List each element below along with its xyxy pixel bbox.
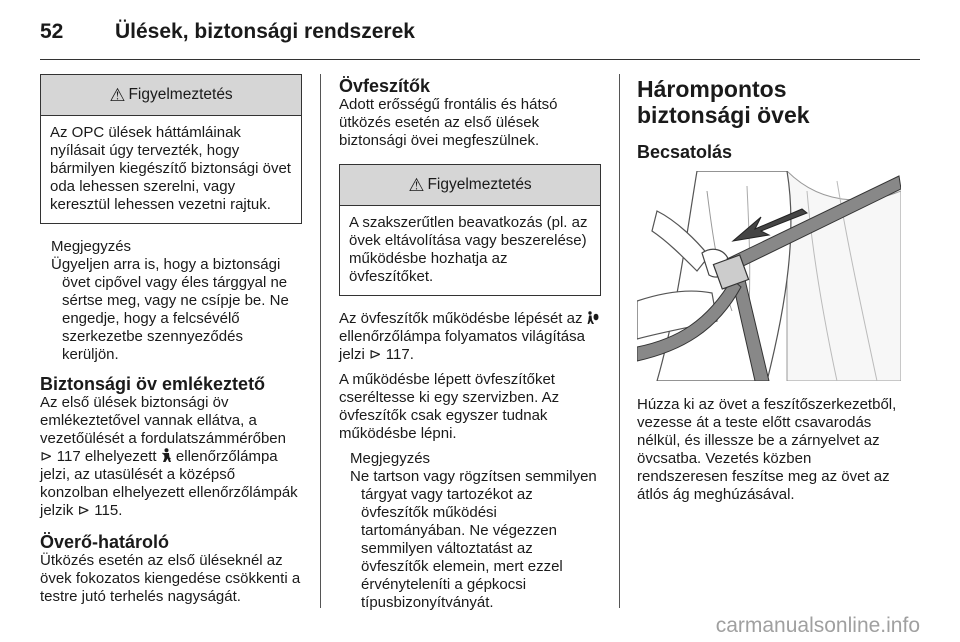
subheading-fastening: Becsatolás: [637, 142, 733, 162]
airbag-warning-icon: [587, 310, 599, 327]
warning-box-opc: [40, 74, 302, 224]
reminder-page-ref-1[interactable]: 117: [56, 448, 81, 465]
limiter-paragraph: Ütközés esetén az első üléseknél az övek fokozatos kiengedése csökkenti a testre jutó terhelés nagyságát.: [40, 552, 301, 605]
warning-text: A szakszerűtlen beavatkozás (pl. az övek eltávolítása vagy beszerelése) működésbe hozhatja az övfeszítőket.: [349, 214, 588, 285]
page-header: [40, 16, 920, 52]
seatbelt-fastening-illustration: [637, 171, 901, 381]
column-3: [637, 74, 901, 511]
column-2: [339, 74, 601, 622]
fastening-instructions: Húzza ki az övet a feszítőszerkezetből, vezesse át a teste előtt csavarodás nélkül, és illessze be a zárnyelvet az övcsatba. Vezetés közben rendszeresen feszítse meg az övet az átlós ág meghúzásával.: [637, 396, 897, 503]
column-1: [40, 74, 302, 613]
page-ref-arrow-icon: ⊳: [369, 346, 382, 363]
airbag-light-paragraph: Az övfeszítők működésbe lépését az ellenőrzőlámpa folyamatos világítása jelzi ⊳ 117.: [339, 310, 601, 364]
warning-header: [340, 165, 600, 206]
note-title: Megjegyzés: [350, 450, 431, 467]
note-block: [339, 450, 601, 612]
note-title: Megjegyzés: [51, 238, 132, 255]
section-heading-three-point-belts: Hárompontos biztonsági övek: [637, 76, 810, 128]
note-text: Ne tartson vagy rögzítsen semmilyen tárgyat vagy tartozékot az övfeszítők működési tartományában. Ne végezzen semmilyen változtatást az övfeszítők elemein, mert ezzel érvényteleníti a gépkocsi típusbizonyítványát.: [350, 468, 597, 611]
warning-triangle-icon: ⚠: [408, 175, 425, 195]
header-divider: [40, 59, 920, 60]
warning-title: Figyelmeztetés: [427, 176, 532, 193]
page-ref-arrow-icon: ⊳: [40, 448, 53, 465]
column-divider: [619, 74, 620, 608]
warning-header: [41, 75, 301, 116]
reminder-page-ref-2[interactable]: 115: [94, 502, 119, 519]
page-number: 52: [40, 20, 64, 43]
section-heading-limiter: Överő-határoló: [40, 532, 170, 552]
seatbelt-reminder-icon: [161, 448, 176, 465]
pretensioner-paragraph: Adott erősségű frontális és hátsó ütközés esetén az első ülések biztonsági övei megfeszülnek.: [339, 96, 558, 149]
page-ref-arrow-icon: ⊳: [77, 502, 91, 519]
reminder-paragraph: Az első ülések biztonsági öv emlékeztetővel vannak ellátva, a vezetőülését a fordulatszámmérőben ⊳ 117 elhelyezett ellenőrzőlámpa jelzi, az utasülését a középső konzolban elhelyezett ellenőrzőlámpák jelzik ⊳ 115.: [40, 394, 298, 519]
p1-page-ref[interactable]: 117: [385, 346, 410, 363]
column-divider: [320, 74, 321, 608]
warning-title: Figyelmeztetés: [128, 86, 233, 103]
section-heading-pretensioners: Övfeszítők: [339, 76, 431, 96]
warning-box-pretensioner: [339, 164, 601, 296]
replacement-paragraph: A működésbe lépett övfeszítőket cseréltesse ki egy szervizben. Az övfeszítők csak egyszer tudnak működésbe lépni.: [339, 371, 560, 442]
reminder-text-2: elhelyezett: [84, 448, 157, 465]
p1-text-1: Az övfeszítők működésbe lépését az: [339, 310, 583, 327]
note-text: Ügyeljen arra is, hogy a biztonsági övet cipővel vagy éles tárggyal ne sértse meg, vagy ne csípje be. Ne engedje, hogy a felcsévélő szerkezetbe szennyeződés kerüljön.: [51, 256, 289, 363]
warning-text: Az OPC ülések háttámláinak nyílásait úgy tervezték, hogy bármilyen kiegészítő biztonsági övet oda lehessen szerelni, vagy keresztül lehessen vezetni rajtuk.: [50, 124, 291, 213]
section-heading-reminder: Biztonsági öv emlékeztető: [40, 374, 266, 394]
reminder-text-1: Az első ülések biztonsági öv emlékeztetővel vannak ellátva, a vezetőülését a fordulatszámmérőben: [40, 394, 286, 447]
watermark-text: carmanualsonline.info: [715, 614, 920, 637]
warning-triangle-icon: ⚠: [109, 85, 126, 105]
reminder-text-3: ellenőrzőlámpa jelzi, az utasülését a középső konzolban elhelyezett ellenőrzőlámpák jelzik: [40, 448, 298, 519]
p1-text-2: ellenőrzőlámpa folyamatos világítása jelzi: [339, 328, 585, 363]
note-block: [40, 238, 302, 364]
chapter-title: Ülések, biztonsági rendszerek: [115, 20, 415, 43]
